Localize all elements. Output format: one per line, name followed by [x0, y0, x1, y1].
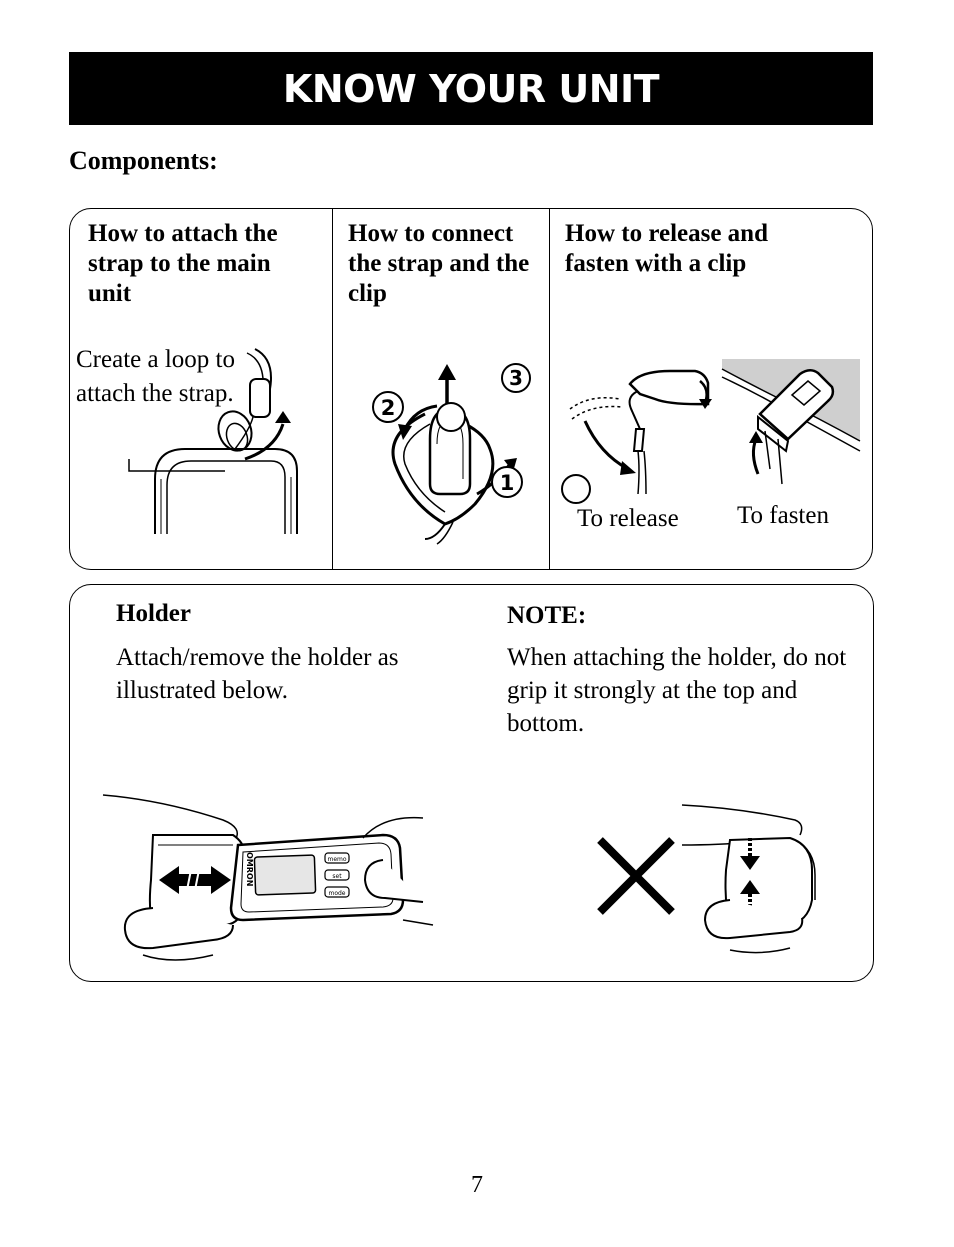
device-brand-text: OMRON	[245, 852, 254, 887]
holder-heading: Holder	[116, 600, 191, 627]
page-banner	[69, 52, 873, 125]
fasten-caption: To fasten	[737, 502, 829, 529]
holder-box	[69, 584, 874, 982]
holder-attach-illustration	[103, 790, 433, 965]
section-title: Components:	[69, 146, 218, 175]
page-number: 7	[471, 1172, 483, 1198]
step-1-label: 1	[499, 471, 515, 495]
device-button-set: set	[332, 873, 342, 880]
release-fasten-illustration	[560, 359, 870, 499]
release-fasten-heading: How to release and fasten with a clip	[565, 220, 768, 277]
device-button-mode: mode	[328, 890, 346, 897]
banner-title: KNOW YOUR UNIT	[282, 66, 660, 111]
note-text: When attaching the holder, do not grip it strongly at the top and bottom.	[507, 644, 847, 737]
attach-strap-caption: Create a loop to attach the strap.	[76, 346, 235, 407]
strap-instructions-box	[69, 208, 873, 570]
note-heading: NOTE:	[507, 602, 587, 629]
holder-grip-warning-illustration	[590, 800, 850, 960]
device-button-memo: memo	[327, 856, 347, 863]
step-2-label: 2	[380, 396, 396, 420]
attach-strap-heading: How to attach the strap to the main unit	[88, 220, 278, 307]
connect-strap-heading: How to connect the strap and the clip	[348, 220, 530, 307]
holder-text: Attach/remove the holder as illustrated below.	[116, 644, 399, 704]
release-caption: To release	[577, 505, 679, 532]
step-3-label: 3	[509, 366, 523, 390]
